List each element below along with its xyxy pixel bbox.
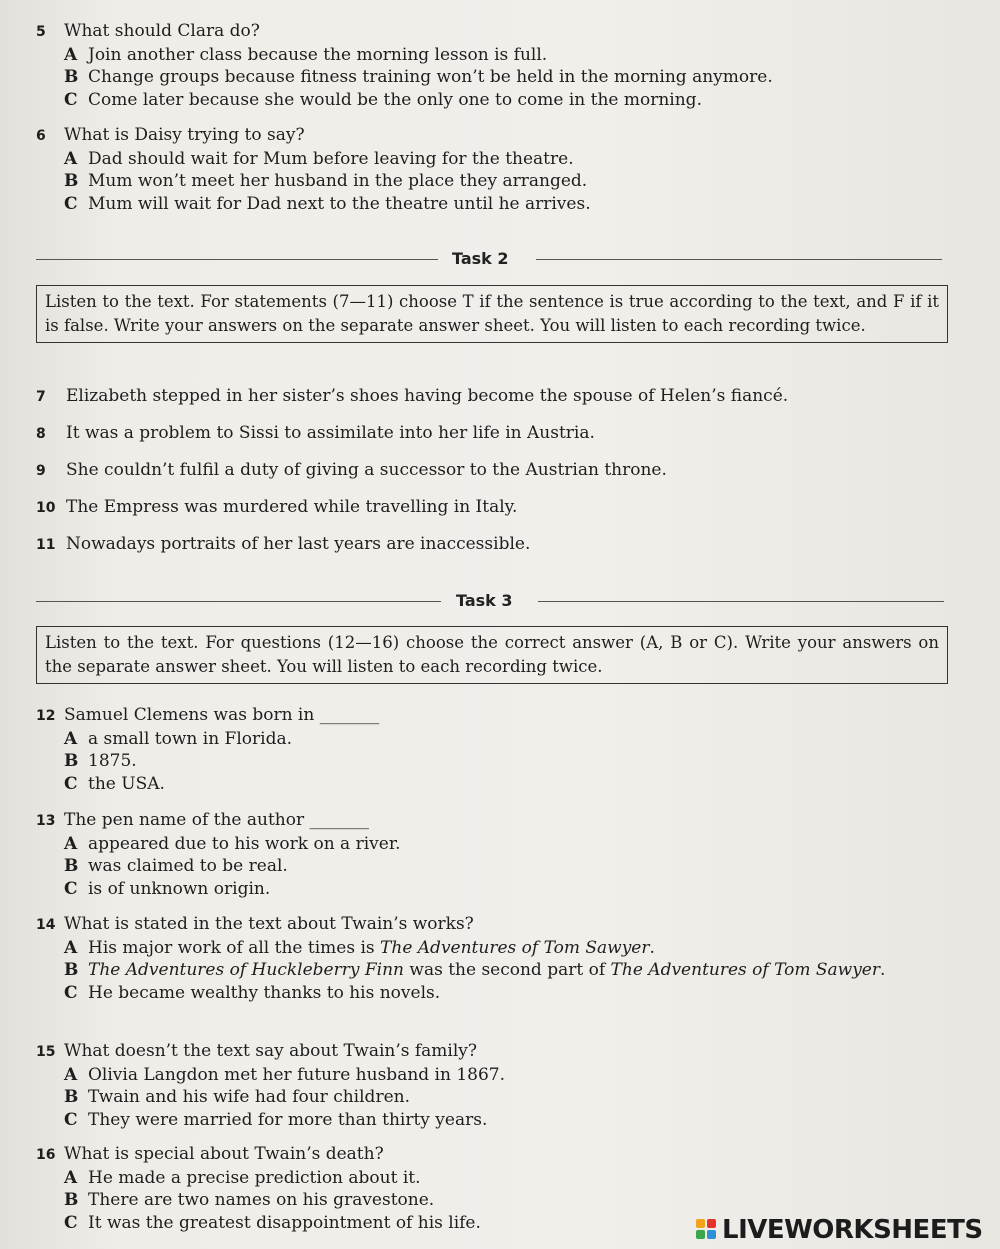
option-b[interactable]: B Twain and his wife had four children.: [64, 1087, 410, 1107]
option-b[interactable]: B There are two names on his gravestone.: [64, 1190, 435, 1210]
liveworksheets-icon: [696, 1219, 718, 1241]
question-14: [36, 913, 946, 1004]
option-b[interactable]: B 1875.: [64, 751, 137, 771]
question-text: What is stated in the text about Twain’s works?: [64, 914, 474, 934]
option-c[interactable]: C It was the greatest disappointment of his life.: [64, 1212, 481, 1233]
task-3-header: [36, 589, 942, 613]
book-title: The Adventures of Huckleberry Finn: [88, 960, 404, 980]
question-text: What doesn’t the text say about Twain’s family?: [64, 1041, 478, 1061]
option-c[interactable]: C Mum will wait for Dad next to the theatre until he arrives.: [64, 193, 591, 214]
book-title: The Adventures of Tom Sawyer: [610, 960, 880, 980]
question-text: What is Daisy trying to say?: [64, 125, 305, 145]
question-12: [36, 704, 946, 795]
divider-right: [536, 259, 942, 260]
question-number: 15: [36, 1044, 56, 1060]
statement-11[interactable]: 11 Nowadays portraits of her last years are inaccessible.: [36, 534, 531, 554]
divider-left: [36, 259, 438, 260]
question-number: 12: [36, 708, 56, 724]
question-15: [36, 1040, 946, 1131]
statement-10[interactable]: 10 The Empress was murdered while travelling in Italy.: [36, 497, 518, 517]
question-text: Samuel Clemens was born in _______: [64, 705, 380, 725]
question-text: The pen name of the author _______: [64, 810, 370, 830]
task-2-instructions: Listen to the text. For statements (7—11) choose T if the sentence is true according to the text, and F if it is false. Write your answers on the separate answer sheet. You will listen to each recording twice.: [36, 285, 948, 343]
book-title: The Adventures of Tom Sawyer: [380, 937, 650, 958]
task-3-instructions: Listen to the text. For questions (12—16) choose the correct answer (A, B or C). Write your answers on the separate answer sheet. You will listen to each recording twice.: [36, 626, 948, 684]
option-a[interactable]: A Join another class because the morning lesson is full.: [64, 44, 548, 65]
question-6: [36, 124, 946, 215]
option-c[interactable]: C Come later because she would be the only one to come in the morning.: [64, 89, 702, 110]
question-text: What should Clara do?: [64, 21, 260, 41]
liveworksheets-logo: [696, 1214, 996, 1246]
question-13: [36, 809, 946, 900]
statement-8[interactable]: 8 It was a problem to Sissi to assimilate into her life in Austria.: [36, 423, 595, 443]
option-a[interactable]: A His major work of all the times is The Adventures of Tom Sawyer.: [64, 937, 655, 958]
question-5: [36, 20, 946, 111]
option-b[interactable]: B Mum won’t meet her husband in the place they arranged.: [64, 171, 588, 191]
divider-left: [36, 601, 441, 602]
question-number: 6: [36, 128, 46, 144]
option-b[interactable]: B The Adventures of Huckleberry Finn was the second part of The Adventures of Tom Sawyer.: [64, 960, 886, 980]
task-2-header: [36, 247, 942, 271]
statement-7[interactable]: 7 Elizabeth stepped in her sister’s shoes having become the spouse of Helen’s fiancé.: [36, 386, 789, 406]
question-number: 13: [36, 813, 56, 829]
question-number: 5: [36, 24, 46, 40]
statement-9[interactable]: 9 She couldn’t fulfil a duty of giving a successor to the Austrian throne.: [36, 460, 667, 480]
task-2-title: Task 2: [452, 249, 509, 268]
option-a[interactable]: A He made a precise prediction about it.: [64, 1167, 421, 1188]
task-3-title: Task 3: [456, 591, 513, 610]
question-text: What is special about Twain’s death?: [64, 1144, 384, 1164]
liveworksheets-text: LIVEWORKSHEETS: [722, 1215, 983, 1245]
option-c[interactable]: C They were married for more than thirty years.: [64, 1109, 488, 1130]
option-c[interactable]: C the USA.: [64, 773, 165, 794]
option-c[interactable]: C He became wealthy thanks to his novels.: [64, 982, 441, 1003]
question-number: 14: [36, 917, 56, 933]
option-a[interactable]: A Dad should wait for Mum before leaving for the theatre.: [64, 148, 574, 169]
divider-right: [538, 601, 944, 602]
option-c[interactable]: C is of unknown origin.: [64, 878, 271, 899]
question-number: 16: [36, 1147, 56, 1163]
option-a[interactable]: A Olivia Langdon met her future husband in 1867.: [64, 1064, 506, 1085]
option-b[interactable]: B Change groups because fitness training won’t be held in the morning anymore.: [64, 67, 773, 87]
option-a[interactable]: A appeared due to his work on a river.: [64, 833, 401, 854]
option-a[interactable]: A a small town in Florida.: [64, 728, 293, 749]
option-b[interactable]: B was claimed to be real.: [64, 856, 288, 876]
